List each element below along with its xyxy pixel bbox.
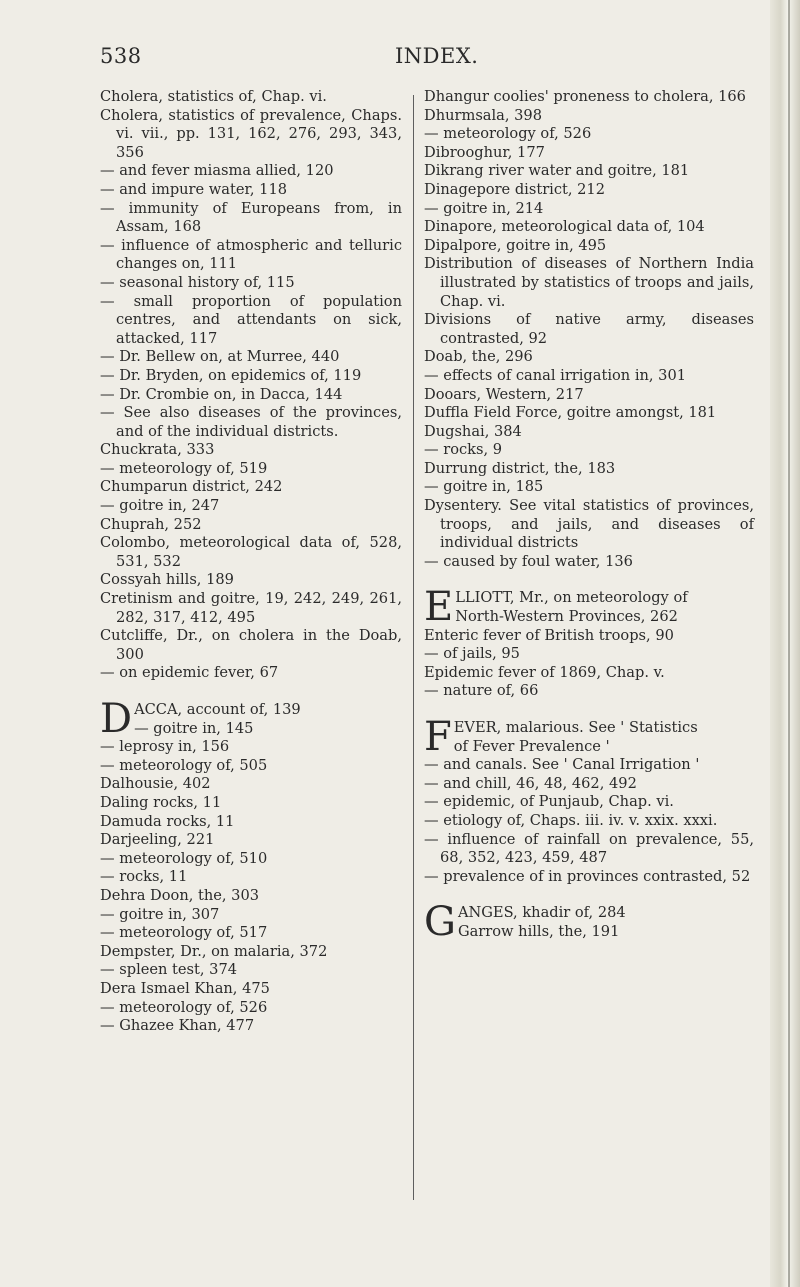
index-entry: Dooars, Western, 217 xyxy=(424,385,584,403)
index-entry: Cholera, statistics of, Chap. vi. xyxy=(100,88,327,105)
index-entry: Duffla Field Force, goitre amongst, 181 xyxy=(424,404,717,422)
index-entry: Enteric fever of British troops, 90 xyxy=(424,626,674,644)
index-entry: Dugshai, 384 xyxy=(424,422,522,440)
index-entry: — rocks, 11 xyxy=(100,868,188,886)
section-e-line-1: LLIOTT, Mr., on meteorology of xyxy=(455,589,688,607)
index-entry: — Ghazee Khan, 477 xyxy=(100,1017,255,1035)
index-entry: — goitre in, 214 xyxy=(424,199,544,217)
index-entry: Dinapore, meteorological data of, 104 xyxy=(424,218,705,236)
index-entry: — prevalence of in provinces contrasted, 52 xyxy=(424,867,751,885)
section-gap xyxy=(100,683,402,701)
section-g-line-1: ANGES, khadir of, 284 xyxy=(457,904,626,922)
binding-line xyxy=(788,0,790,1287)
index-entry: Dikrang river water and goitre, 181 xyxy=(424,162,690,180)
index-entry: — seasonal history of, 115 xyxy=(100,273,295,291)
index-entry: — of jails, 95 xyxy=(424,645,520,663)
index-entry: — See also diseases of the provinces, and of the individual districts. xyxy=(100,404,402,440)
index-entry: Dinagepore district, 212 xyxy=(424,180,606,198)
index-entry: — small proportion of population centres, and attendants on sick, attacked, 117 xyxy=(100,292,402,347)
index-entry: — and impure water, 118 xyxy=(100,180,288,198)
index-entry: — caused by foul water, 136 xyxy=(424,552,633,570)
section-e-heading xyxy=(424,584,754,631)
index-entry: Dhurmsala, 398 xyxy=(424,106,543,124)
page-header xyxy=(0,44,760,74)
index-entry: — Dr. Bellew on, at Murree, 440 xyxy=(100,348,340,366)
index-entry: Darjeeling, 221 xyxy=(100,831,215,849)
index-entry: — influence of rainfall on prevalence, 55, 68, 352, 423, 459, 487 xyxy=(424,830,754,867)
left-column xyxy=(100,88,402,1036)
right-entries xyxy=(424,88,754,571)
index-entry: Cholera, statistics of prevalence, Chaps. vi. vii., pp. 131, 162, 276, 293, 343, 356 xyxy=(100,106,402,161)
index-entry: — and chill, 46, 48, 462, 492 xyxy=(424,774,637,792)
section-d-line-1: ACCA, account of, 139 xyxy=(134,701,301,718)
index-entry: — rocks, 9 xyxy=(424,441,503,459)
page-number: 538 xyxy=(100,44,142,68)
index-entry: Dalhousie, 402 xyxy=(100,775,211,793)
index-entry: — influence of atmospheric and telluric changes on, 111 xyxy=(100,236,402,273)
index-entry: — etiology of, Chaps. iii. iv. v. xxix. xxxi. xyxy=(424,811,718,829)
drop-cap: F xyxy=(424,714,452,760)
f-entries xyxy=(424,756,754,886)
section-gap xyxy=(424,701,754,719)
index-entry: Chuprah, 252 xyxy=(100,515,202,533)
index-entry: Chuckrata, 333 xyxy=(100,441,215,459)
drop-cap: G xyxy=(424,899,456,946)
right-column xyxy=(424,88,754,946)
e-entries xyxy=(424,627,754,701)
index-entry: — Dr. Crombie on, in Dacca, 144 xyxy=(100,385,343,403)
section-g-line-2: Garrow hills, the, 191 xyxy=(457,922,620,940)
index-entry: Cutcliffe, Dr., on cholera in the Doab, 300 xyxy=(100,627,402,663)
section-gap xyxy=(424,886,754,904)
index-entry: — nature of, 66 xyxy=(424,682,539,700)
index-entry: Divisions of native army, diseases contrasted, 92 xyxy=(424,311,754,347)
index-entry: Dysentery. See vital statistics of provinces, troops, and jails, and diseases of individual districts xyxy=(424,497,754,552)
left-entries xyxy=(100,88,402,683)
index-entry: Dipalpore, goitre in, 495 xyxy=(424,236,607,254)
index-entry: — meteorology of, 510 xyxy=(100,849,268,867)
index-entry: Cretinism and goitre, 19, 242, 249, 261, 282, 317, 412, 495 xyxy=(100,590,402,626)
section-f-heading xyxy=(424,714,754,760)
index-entry: — and fever miasma allied, 120 xyxy=(100,162,334,180)
section-d-line-2: — goitre in, 145 xyxy=(134,719,254,737)
index-entry: — and canals. See ' Canal Irrigation ' xyxy=(424,756,700,774)
index-entry: — epidemic, of Punjaub, Chap. vi. xyxy=(424,793,674,811)
running-head: INDEX. xyxy=(395,44,479,68)
index-entry: Dempster, Dr., on malaria, 372 xyxy=(100,942,328,960)
section-gap xyxy=(424,571,754,589)
index-entry: — meteorology of, 505 xyxy=(100,756,268,774)
section-f-line-2: of Fever Prevalence ' xyxy=(453,737,610,755)
index-entry: — meteorology of, 526 xyxy=(424,125,592,143)
index-entry: — spleen test, 374 xyxy=(100,961,238,979)
index-entry: — meteorology of, 517 xyxy=(100,924,268,942)
index-entry: Chumparun district, 242 xyxy=(100,478,283,496)
index-entry: — meteorology of, 519 xyxy=(100,459,268,477)
index-entry: Damuda rocks, 11 xyxy=(100,812,235,830)
index-entry: Daling rocks, 11 xyxy=(100,793,222,811)
index-entry: — goitre in, 247 xyxy=(100,497,220,515)
index-entry: — goitre in, 307 xyxy=(100,905,220,923)
section-d-heading xyxy=(100,696,402,742)
section-g-heading xyxy=(424,899,754,946)
index-entry: Colombo, meteorological data of, 528, 531, 532 xyxy=(100,534,402,570)
index-entry: — Dr. Bryden, on epidemics of, 119 xyxy=(100,366,362,384)
section-e-line-2: North-Western Provinces, 262 xyxy=(455,608,678,626)
index-entry: Epidemic fever of 1869, Chap. v. xyxy=(424,663,665,681)
drop-cap: D xyxy=(100,696,133,742)
index-entry: — effects of canal irrigation in, 301 xyxy=(424,366,687,384)
d-entries xyxy=(100,738,402,1036)
column-divider xyxy=(413,95,414,1200)
index-entry: Dera Ismael Khan, 475 xyxy=(100,979,270,997)
index-entry: — meteorology of, 526 xyxy=(100,998,268,1016)
drop-cap: E xyxy=(424,584,454,631)
index-entry: Cossyah hills, 189 xyxy=(100,571,234,589)
page-edge xyxy=(770,0,800,1287)
index-entry: Dhangur coolies' proneness to cholera, 166 xyxy=(424,88,746,105)
index-entry: Distribution of diseases of Northern India illustrated by statistics of troops and jails, Chap. vi. xyxy=(424,255,754,310)
section-f-line-1: EVER, malarious. See ' Statistics xyxy=(453,719,698,736)
index-entry: — immunity of Europeans from, in Assam, 168 xyxy=(100,199,402,236)
index-entry: Doab, the, 296 xyxy=(424,348,533,366)
index-entry: Dehra Doon, the, 303 xyxy=(100,886,260,904)
index-entry: Durrung district, the, 183 xyxy=(424,459,616,477)
index-entry: — on epidemic fever, 67 xyxy=(100,664,279,682)
index-entry: — leprosy in, 156 xyxy=(100,738,230,756)
index-entry: Dibrooghur, 177 xyxy=(424,143,545,161)
index-entry: — goitre in, 185 xyxy=(424,478,544,496)
